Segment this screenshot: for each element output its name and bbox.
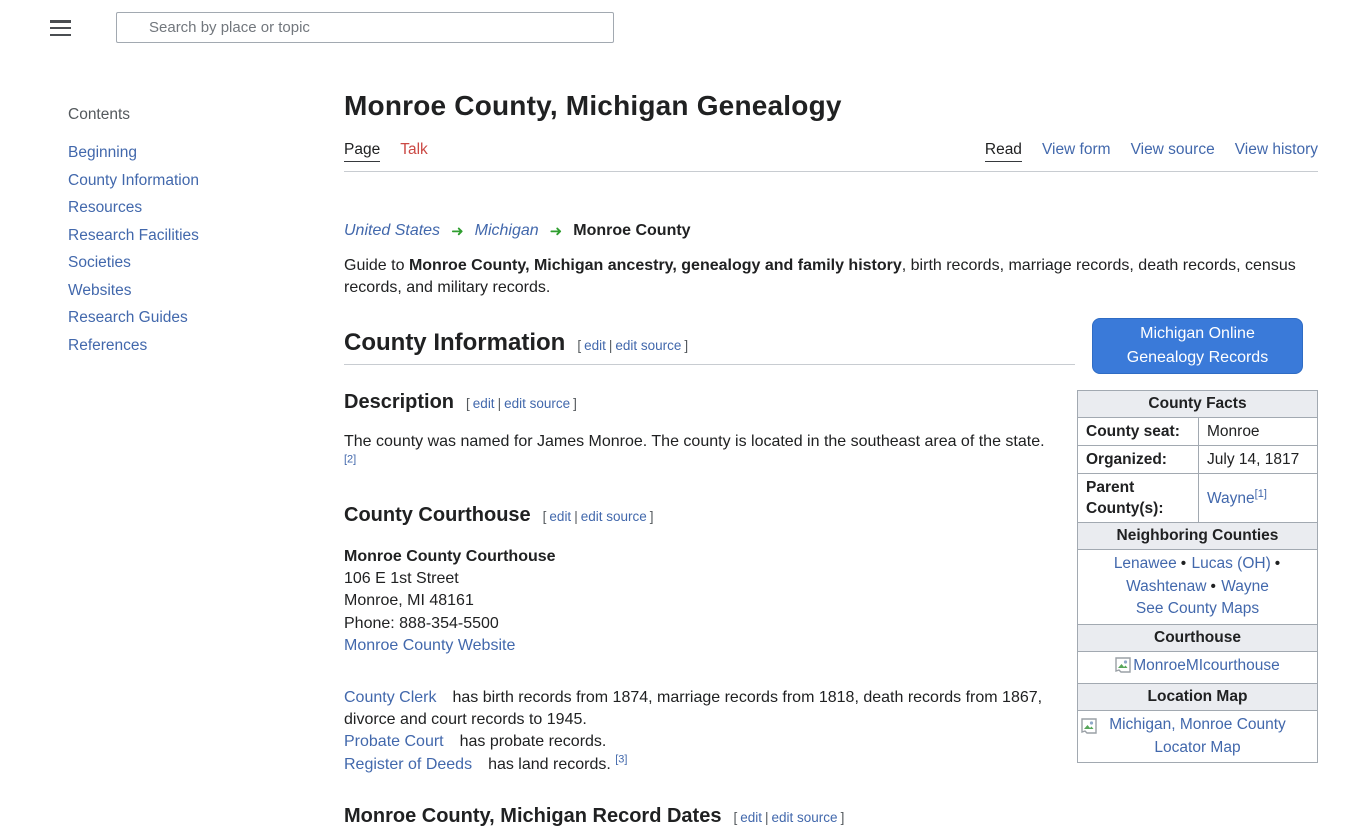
courthouse-image-link[interactable]: MonroeMIcourthouse [1133,656,1280,674]
table-row [1078,711,1318,763]
description-text: The county was named for James Monroe. The county is located in the southeast area of the state. [344,433,1045,451]
sidebar-item-research-facilities[interactable]: Research Facilities [68,226,199,244]
tab-view-form[interactable]: View form [1041,141,1111,158]
edit-source-link[interactable]: edit source [580,509,647,525]
separator: | [765,810,769,826]
edit-link[interactable]: edit [472,396,495,411]
separator: | [608,338,613,353]
county-clerk-link[interactable]: County Clerk [344,688,437,706]
county-clerk-text: has birth records from 1874, marriage records from 1818, death records from 1867, divorce and court records to 1945. [344,688,1043,729]
michigan-online-genealogy-records-button[interactable]: Michigan Online Genealogy Records [1092,318,1303,374]
edit-links [733,810,844,825]
table-row [1078,550,1318,625]
register-of-deeds-link[interactable]: Register of Deeds [344,755,473,773]
see-county-maps-link[interactable]: See County Maps [1135,600,1260,617]
courthouse-header: Courthouse [1078,624,1318,651]
bracket: ] [840,810,845,826]
sidebar-item-research-guides[interactable]: Research Guides [68,309,188,326]
breadcrumb [344,222,1318,240]
washtenaw-county-link[interactable]: Washtenaw [1126,577,1207,595]
wayne-county-link[interactable]: Wayne [1207,489,1255,507]
edit-links [466,396,577,411]
probate-court-text: has probate records. [459,733,607,751]
sidebar-item-beginning[interactable]: Beginning [68,144,137,161]
lucas-county-link[interactable]: Lucas (OH) [1191,555,1271,572]
county-seat-value: Monroe [1199,418,1318,446]
tab-talk[interactable]: Talk [400,141,428,158]
sidebar-item-societies[interactable]: Societies [68,254,131,271]
bullet-separator: • [1210,577,1216,595]
breadcrumb-link-michigan[interactable]: Michigan [474,222,539,239]
search-input[interactable] [116,12,614,43]
table-row [1078,446,1318,474]
table-row [1078,474,1318,523]
breadcrumb-arrow-icon: ➜ [549,222,563,240]
neighboring-counties-cell [1078,550,1318,625]
edit-links [543,509,654,524]
broken-image-icon [1081,718,1097,742]
tab-page[interactable]: Page [344,141,380,162]
breadcrumb-link-united-states[interactable]: United States [344,222,441,239]
description-paragraph [344,431,1056,476]
bracket: [ [466,396,470,411]
separator: | [574,509,578,525]
bullet-separator: • [1180,555,1187,572]
sidebar-item-websites[interactable]: Websites [68,281,132,299]
page-title: Monroe County, Michigan Genealogy [344,90,842,121]
breadcrumb-arrow-icon: ➜ [451,222,464,240]
lenawee-county-link[interactable]: Lenawee [1113,555,1177,572]
edit-link[interactable]: edit [549,509,572,525]
breadcrumb-current-page: Monroe County [573,222,691,239]
county-courthouse-heading-text: County Courthouse [344,504,531,527]
county-facts-table [1077,390,1318,763]
section-heading-county-information [344,329,1075,365]
county-website-link[interactable]: Monroe County Website [344,637,516,655]
bracket: [ [542,509,547,525]
bracket: ] [649,509,654,525]
wayne-neighbor-link[interactable]: Wayne [1221,577,1269,595]
contents-title: Contents [68,106,131,123]
edit-source-link[interactable]: edit source [771,810,838,826]
sidebar-item-references[interactable]: References [68,336,148,354]
courthouse-city-state-zip: Monroe, MI 48161 [344,592,474,610]
description-heading-text: Description [344,391,455,413]
broken-image-icon [1115,657,1131,681]
contents-sidebar [68,106,308,364]
county-seat-label: County seat: [1078,418,1199,446]
organized-value: July 14, 1817 [1199,446,1318,474]
tab-view-source[interactable]: View source [1130,141,1215,158]
section-heading-record-dates [344,805,1318,828]
table-row [1078,418,1318,446]
bullet-separator: • [1274,555,1281,572]
edit-link[interactable]: edit [740,810,762,826]
page-tab-bar [344,141,1318,172]
section-heading-county-courthouse [344,504,1056,528]
organized-label: Organized: [1078,446,1199,474]
edit-source-link[interactable]: edit source [615,338,682,353]
courthouse-street: 106 E 1st Street [344,570,459,588]
sidebar-item-resources[interactable]: Resources [68,199,143,216]
bracket: ] [573,396,577,411]
guide-prefix: Guide to [344,257,409,274]
menu-hamburger-icon[interactable] [50,20,71,36]
guide-paragraph [344,255,1316,299]
guide-suffix: , birth records, marriage records, death records, census records, and military records. [344,257,1296,296]
locator-map-link[interactable]: Michigan, Monroe County Locator Map [1109,716,1286,756]
edit-link[interactable]: edit [584,338,606,353]
courthouse-name: Monroe County Courthouse [344,547,556,565]
tab-read[interactable]: Read [985,141,1022,162]
courthouse-phone: Phone: 888-354-5500 [344,614,499,632]
reference-1-link[interactable]: [1] [1254,487,1267,500]
courthouse-image-cell [1078,651,1318,684]
probate-court-link[interactable]: Probate Court [344,733,444,751]
edit-source-link[interactable]: edit source [504,396,571,411]
county-information-heading-text: County Information [344,329,566,356]
table-row [1078,651,1318,684]
parent-county-label: Parent County(s): [1078,474,1199,523]
section-heading-description [344,391,1056,415]
bracket: ] [684,338,689,353]
neighboring-counties-header: Neighboring Counties [1078,523,1318,550]
location-map-header: Location Map [1078,684,1318,711]
edit-links [577,338,688,353]
guide-bold-phrase: Monroe County, Michigan ancestry, genealogy and family history [408,257,902,274]
county-infobox [1077,318,1318,763]
separator: | [497,396,502,411]
location-map-cell [1078,711,1318,763]
bracket: [ [577,338,582,353]
register-of-deeds-text: has land records. [488,755,611,773]
record-dates-heading-text: Monroe County, Michigan Record Dates [344,805,722,828]
reference-2-link[interactable]: [2] [344,453,357,466]
records-availability-block [344,687,1056,777]
tab-view-history[interactable]: View history [1234,141,1318,158]
sidebar-item-county-information[interactable]: County Information [68,171,199,189]
bracket: [ [733,810,738,826]
county-facts-header: County Facts [1078,391,1318,418]
reference-3-link[interactable]: [3] [615,753,628,766]
courthouse-address-block [344,546,1056,658]
